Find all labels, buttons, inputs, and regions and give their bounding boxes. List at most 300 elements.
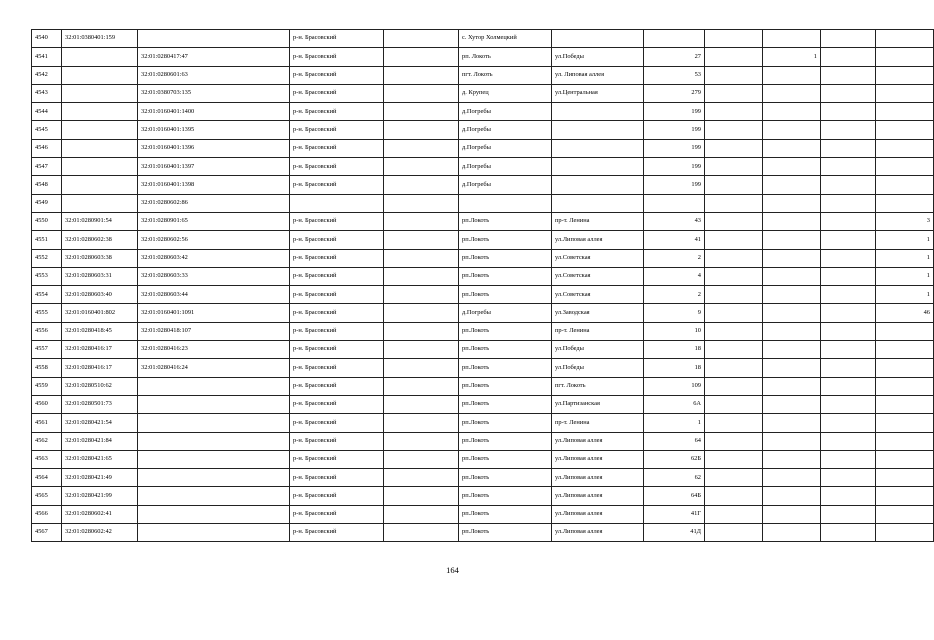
empty-cell (821, 395, 876, 413)
count-cell (876, 194, 934, 212)
cadastral-number-cell: 32:01:0280421:49 (62, 469, 138, 487)
count-cell: 1 (876, 267, 934, 285)
district-cell: р-н. Брасовский (290, 121, 384, 139)
count-cell (763, 30, 821, 48)
settlement-cell: рп.Локоть (459, 377, 552, 395)
empty-cell (384, 341, 459, 359)
count-cell (876, 505, 934, 523)
row-number-cell: 4555 (32, 304, 62, 322)
empty-cell (821, 414, 876, 432)
count-cell (763, 469, 821, 487)
empty-cell (821, 30, 876, 48)
empty-cell (821, 158, 876, 176)
settlement-cell: рп.Локоть (459, 341, 552, 359)
row-number-cell: 4566 (32, 505, 62, 523)
cadastral-number-2-cell (138, 524, 290, 542)
count-cell (876, 48, 934, 66)
count-cell: 3 (876, 212, 934, 230)
table-row (32, 377, 934, 395)
empty-cell (705, 469, 763, 487)
settlement-cell: д.Погребы (459, 121, 552, 139)
empty-cell (384, 84, 459, 102)
settlement-cell: рп.Локоть (459, 322, 552, 340)
empty-cell (821, 66, 876, 84)
settlement-cell: рп. Локоть (459, 48, 552, 66)
street-cell (552, 194, 644, 212)
empty-cell (821, 469, 876, 487)
settlement-cell (459, 194, 552, 212)
count-cell (876, 377, 934, 395)
count-cell (763, 432, 821, 450)
cadastral-number-2-cell: 32:01:0280602:86 (138, 194, 290, 212)
empty-cell (384, 30, 459, 48)
settlement-cell: с. Хутор Холмецкий (459, 30, 552, 48)
settlement-cell: рп.Локоть (459, 359, 552, 377)
row-number-cell: 4562 (32, 432, 62, 450)
cadastral-number-cell: 32:01:0280418:45 (62, 322, 138, 340)
count-cell (763, 524, 821, 542)
cadastral-number-cell: 32:01:0160401:802 (62, 304, 138, 322)
table-row (32, 121, 934, 139)
district-cell: р-н. Брасовский (290, 432, 384, 450)
empty-cell (705, 139, 763, 157)
district-cell: р-н. Брасовский (290, 341, 384, 359)
count-cell (876, 395, 934, 413)
district-cell: р-н. Брасовский (290, 414, 384, 432)
cadastral-number-cell: 32:01:0280603:38 (62, 249, 138, 267)
table-row (32, 395, 934, 413)
house-number-cell: 53 (644, 66, 705, 84)
count-cell (763, 487, 821, 505)
house-number-cell: 41Д (644, 524, 705, 542)
table-row (32, 212, 934, 230)
house-number-cell: 18 (644, 359, 705, 377)
count-cell (763, 359, 821, 377)
cadastral-number-2-cell: 32:01:0280603:42 (138, 249, 290, 267)
house-number-cell: 199 (644, 139, 705, 157)
count-cell (876, 469, 934, 487)
row-number-cell: 4541 (32, 48, 62, 66)
row-number-cell: 4567 (32, 524, 62, 542)
street-cell (552, 121, 644, 139)
house-number-cell: 64 (644, 432, 705, 450)
table-row (32, 30, 934, 48)
cadastral-number-cell: 32:01:0280421:54 (62, 414, 138, 432)
count-cell (876, 450, 934, 468)
settlement-cell: рп.Локоть (459, 487, 552, 505)
row-number-cell: 4550 (32, 212, 62, 230)
cadastral-number-2-cell (138, 377, 290, 395)
empty-cell (705, 322, 763, 340)
street-cell: ул.Центральная (552, 84, 644, 102)
row-number-cell: 4547 (32, 158, 62, 176)
street-cell: ул.Липовая аллея (552, 524, 644, 542)
cadastral-number-2-cell: 32:01:0280603:33 (138, 267, 290, 285)
district-cell: р-н. Брасовский (290, 231, 384, 249)
empty-cell (821, 267, 876, 285)
table-body (32, 30, 934, 542)
table-row (32, 48, 934, 66)
table-row (32, 341, 934, 359)
count-cell (763, 121, 821, 139)
empty-cell (705, 48, 763, 66)
house-number-cell: 199 (644, 103, 705, 121)
settlement-cell: рп.Локоть (459, 505, 552, 523)
row-number-cell: 4556 (32, 322, 62, 340)
count-cell (763, 322, 821, 340)
empty-cell (705, 267, 763, 285)
table-row (32, 66, 934, 84)
table-row (32, 322, 934, 340)
cadastral-number-2-cell: 32:01:0280601:63 (138, 66, 290, 84)
empty-cell (821, 212, 876, 230)
cadastral-number-cell: 32:01:0280510:62 (62, 377, 138, 395)
cadastral-number-2-cell (138, 487, 290, 505)
cadastral-number-2-cell: 32:01:0380703:135 (138, 84, 290, 102)
district-cell: р-н. Брасовский (290, 469, 384, 487)
house-number-cell: 43 (644, 212, 705, 230)
empty-cell (384, 267, 459, 285)
empty-cell (384, 505, 459, 523)
table-row (32, 286, 934, 304)
count-cell: 1 (876, 286, 934, 304)
district-cell: р-н. Брасовский (290, 377, 384, 395)
cadastral-number-cell: 32:01:0280421:65 (62, 450, 138, 468)
empty-cell (821, 432, 876, 450)
count-cell (763, 249, 821, 267)
cadastral-number-cell: 32:01:0280602:41 (62, 505, 138, 523)
empty-cell (821, 524, 876, 542)
empty-cell (705, 432, 763, 450)
house-number-cell: 41 (644, 231, 705, 249)
empty-cell (384, 139, 459, 157)
house-number-cell: 1 (644, 414, 705, 432)
street-cell: пр-т. Ленина (552, 212, 644, 230)
empty-cell (384, 194, 459, 212)
empty-cell (705, 487, 763, 505)
district-cell: р-н. Брасовский (290, 139, 384, 157)
count-cell (876, 322, 934, 340)
count-cell (763, 304, 821, 322)
cadastral-number-2-cell: 32:01:0280416:23 (138, 341, 290, 359)
district-cell: р-н. Брасовский (290, 48, 384, 66)
street-cell: ул.Липовая аллея (552, 469, 644, 487)
cadastral-number-2-cell (138, 30, 290, 48)
count-cell (763, 267, 821, 285)
count-cell: 1 (876, 249, 934, 267)
district-cell: р-н. Брасовский (290, 158, 384, 176)
table-row (32, 450, 934, 468)
empty-cell (821, 487, 876, 505)
street-cell: пр-т. Ленина (552, 414, 644, 432)
district-cell: р-н. Брасовский (290, 249, 384, 267)
count-cell (763, 158, 821, 176)
settlement-cell: рп.Локоть (459, 469, 552, 487)
street-cell: ул.Липовая аллея (552, 450, 644, 468)
cadastral-number-cell (62, 176, 138, 194)
house-number-cell: 62 (644, 469, 705, 487)
empty-cell (384, 450, 459, 468)
count-cell (876, 84, 934, 102)
table-row (32, 432, 934, 450)
table-row (32, 158, 934, 176)
row-number-cell: 4551 (32, 231, 62, 249)
settlement-cell: д.Погребы (459, 158, 552, 176)
row-number-cell: 4543 (32, 84, 62, 102)
table-row (32, 103, 934, 121)
empty-cell (705, 395, 763, 413)
empty-cell (384, 66, 459, 84)
empty-cell (821, 505, 876, 523)
settlement-cell: рп.Локоть (459, 231, 552, 249)
row-number-cell: 4542 (32, 66, 62, 84)
count-cell (763, 103, 821, 121)
empty-cell (705, 524, 763, 542)
house-number-cell: 62Б (644, 450, 705, 468)
empty-cell (384, 231, 459, 249)
row-number-cell: 4565 (32, 487, 62, 505)
empty-cell (384, 524, 459, 542)
street-cell (552, 103, 644, 121)
table-row (32, 84, 934, 102)
row-number-cell: 4559 (32, 377, 62, 395)
cadastral-number-2-cell: 32:01:0280418:107 (138, 322, 290, 340)
count-cell (876, 524, 934, 542)
table-row (32, 176, 934, 194)
empty-cell (705, 84, 763, 102)
page-number: 164 (446, 565, 459, 575)
district-cell: р-н. Брасовский (290, 103, 384, 121)
row-number-cell: 4552 (32, 249, 62, 267)
count-cell (876, 341, 934, 359)
empty-cell (821, 341, 876, 359)
empty-cell (821, 450, 876, 468)
cadastral-number-2-cell (138, 450, 290, 468)
district-cell: р-н. Брасовский (290, 304, 384, 322)
street-cell: пгт. Локоть (552, 377, 644, 395)
house-number-cell: 2 (644, 249, 705, 267)
cadastral-number-2-cell (138, 414, 290, 432)
cadastral-number-cell: 32:01:0280421:84 (62, 432, 138, 450)
empty-cell (821, 176, 876, 194)
count-cell (763, 66, 821, 84)
empty-cell (705, 103, 763, 121)
street-cell: пр-т. Ленина (552, 322, 644, 340)
empty-cell (384, 286, 459, 304)
cadastral-number-cell (62, 194, 138, 212)
district-cell: р-н. Брасовский (290, 176, 384, 194)
empty-cell (705, 359, 763, 377)
cadastral-number-2-cell (138, 395, 290, 413)
empty-cell (384, 414, 459, 432)
district-cell: р-н. Брасовский (290, 450, 384, 468)
cadastral-number-cell (62, 158, 138, 176)
empty-cell (384, 176, 459, 194)
empty-cell (821, 84, 876, 102)
empty-cell (384, 304, 459, 322)
count-cell (763, 505, 821, 523)
cadastral-number-cell (62, 48, 138, 66)
street-cell (552, 139, 644, 157)
cadastral-number-cell (62, 103, 138, 121)
count-cell (763, 176, 821, 194)
district-cell (290, 194, 384, 212)
cadastral-number-2-cell: 32:01:0280417:47 (138, 48, 290, 66)
count-cell (763, 377, 821, 395)
empty-cell (821, 194, 876, 212)
empty-cell (705, 121, 763, 139)
empty-cell (705, 66, 763, 84)
row-number-cell: 4564 (32, 469, 62, 487)
cadastral-number-2-cell: 32:01:0280603:44 (138, 286, 290, 304)
cadastral-number-cell: 32:01:0280901:54 (62, 212, 138, 230)
cadastral-number-2-cell: 32:01:0160401:1397 (138, 158, 290, 176)
street-cell: ул.Заводская (552, 304, 644, 322)
empty-cell (384, 158, 459, 176)
table-row (32, 414, 934, 432)
house-number-cell: 18 (644, 341, 705, 359)
district-cell: р-н. Брасовский (290, 505, 384, 523)
cadastral-number-2-cell: 32:01:0280416:24 (138, 359, 290, 377)
street-cell: ул.Победы (552, 341, 644, 359)
empty-cell (705, 450, 763, 468)
count-cell: 1 (763, 48, 821, 66)
empty-cell (821, 48, 876, 66)
empty-cell (705, 414, 763, 432)
empty-cell (384, 432, 459, 450)
house-number-cell: 199 (644, 121, 705, 139)
house-number-cell: 6А (644, 395, 705, 413)
settlement-cell: рп.Локоть (459, 249, 552, 267)
row-number-cell: 4563 (32, 450, 62, 468)
district-cell: р-н. Брасовский (290, 30, 384, 48)
district-cell: р-н. Брасовский (290, 524, 384, 542)
empty-cell (821, 286, 876, 304)
house-number-cell: 9 (644, 304, 705, 322)
house-number-cell (644, 30, 705, 48)
street-cell: ул.Липовая аллея (552, 432, 644, 450)
empty-cell (821, 377, 876, 395)
cadastral-number-cell: 32:01:0280421:99 (62, 487, 138, 505)
count-cell (763, 231, 821, 249)
count-cell (876, 359, 934, 377)
empty-cell (705, 158, 763, 176)
district-cell: р-н. Брасовский (290, 286, 384, 304)
row-number-cell: 4560 (32, 395, 62, 413)
cadastral-number-cell: 32:01:0280501:73 (62, 395, 138, 413)
count-cell (763, 194, 821, 212)
count-cell (763, 84, 821, 102)
empty-cell (384, 469, 459, 487)
street-cell (552, 30, 644, 48)
settlement-cell: рп.Локоть (459, 267, 552, 285)
empty-cell (705, 231, 763, 249)
count-cell (876, 121, 934, 139)
empty-cell (384, 377, 459, 395)
count-cell (763, 395, 821, 413)
settlement-cell: д. Крупец (459, 84, 552, 102)
empty-cell (821, 322, 876, 340)
registry-table (31, 29, 934, 542)
cadastral-number-cell: 32:01:0280602:42 (62, 524, 138, 542)
table-row (32, 359, 934, 377)
cadastral-number-cell: 32:01:0280416:17 (62, 359, 138, 377)
settlement-cell: рп.Локоть (459, 395, 552, 413)
street-cell: ул.Советская (552, 249, 644, 267)
table-row (32, 487, 934, 505)
row-number-cell: 4553 (32, 267, 62, 285)
empty-cell (821, 121, 876, 139)
street-cell: ул. Липовая аллея (552, 66, 644, 84)
street-cell (552, 176, 644, 194)
empty-cell (384, 212, 459, 230)
count-cell: 1 (876, 231, 934, 249)
cadastral-number-2-cell: 32:01:0280602:56 (138, 231, 290, 249)
cadastral-number-cell: 32:01:0280416:17 (62, 341, 138, 359)
empty-cell (705, 249, 763, 267)
cadastral-number-cell (62, 121, 138, 139)
table-row (32, 267, 934, 285)
cadastral-number-cell: 32:01:0280603:40 (62, 286, 138, 304)
cadastral-number-2-cell (138, 505, 290, 523)
empty-cell (821, 231, 876, 249)
cadastral-number-2-cell: 32:01:0280901:65 (138, 212, 290, 230)
district-cell: р-н. Брасовский (290, 359, 384, 377)
house-number-cell: 41Г (644, 505, 705, 523)
district-cell: р-н. Брасовский (290, 84, 384, 102)
house-number-cell: 199 (644, 158, 705, 176)
count-cell (876, 66, 934, 84)
count-cell (876, 30, 934, 48)
house-number-cell: 27 (644, 48, 705, 66)
empty-cell (821, 304, 876, 322)
settlement-cell: рп.Локоть (459, 286, 552, 304)
settlement-cell: рп.Локоть (459, 450, 552, 468)
settlement-cell: рп.Локоть (459, 524, 552, 542)
cadastral-number-cell: 32:01:0280602:38 (62, 231, 138, 249)
empty-cell (821, 359, 876, 377)
row-number-cell: 4548 (32, 176, 62, 194)
street-cell: ул.Победы (552, 359, 644, 377)
table-row (32, 249, 934, 267)
count-cell (763, 341, 821, 359)
table-row (32, 524, 934, 542)
house-number-cell: 109 (644, 377, 705, 395)
cadastral-number-cell (62, 66, 138, 84)
table-row (32, 469, 934, 487)
settlement-cell: рп.Локоть (459, 212, 552, 230)
empty-cell (384, 359, 459, 377)
count-cell: 46 (876, 304, 934, 322)
row-number-cell: 4554 (32, 286, 62, 304)
count-cell (876, 176, 934, 194)
cadastral-number-2-cell: 32:01:0160401:1398 (138, 176, 290, 194)
street-cell: ул.Липовая аллея (552, 231, 644, 249)
settlement-cell: рп.Локоть (459, 432, 552, 450)
empty-cell (384, 395, 459, 413)
settlement-cell: д.Погребы (459, 103, 552, 121)
row-number-cell: 4557 (32, 341, 62, 359)
empty-cell (384, 121, 459, 139)
street-cell (552, 158, 644, 176)
table-row (32, 304, 934, 322)
house-number-cell: 279 (644, 84, 705, 102)
district-cell: р-н. Брасовский (290, 487, 384, 505)
empty-cell (384, 103, 459, 121)
empty-cell (384, 322, 459, 340)
count-cell (763, 139, 821, 157)
table-row (32, 231, 934, 249)
